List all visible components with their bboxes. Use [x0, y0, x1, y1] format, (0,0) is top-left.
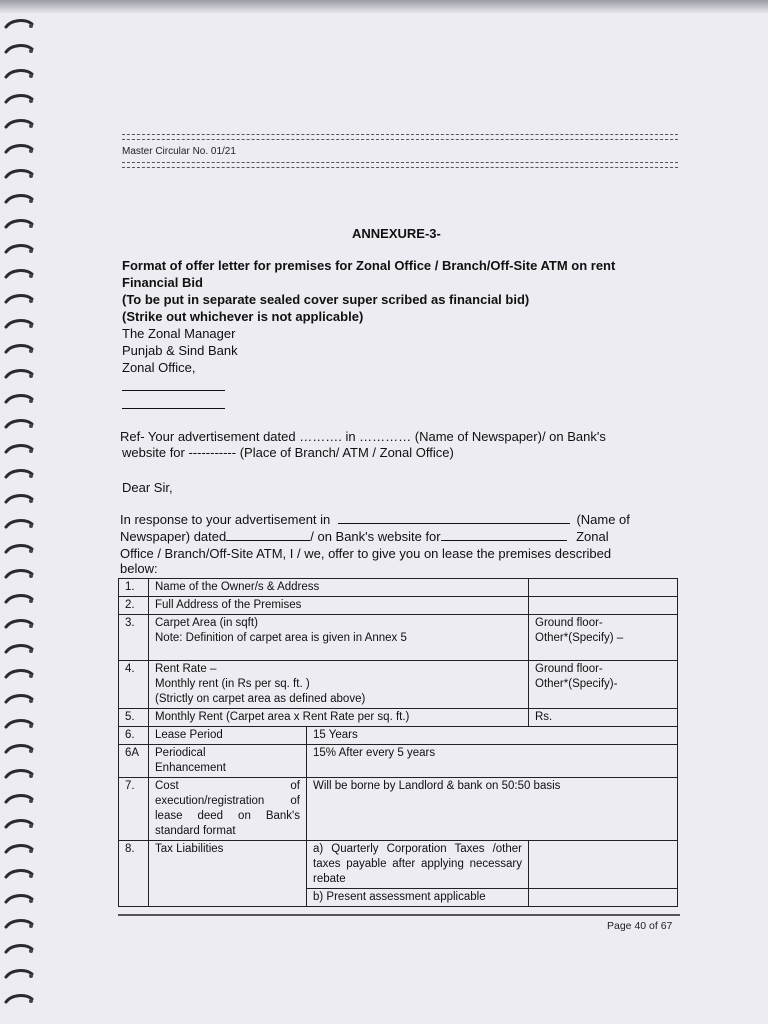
addressee-line-3: Zonal Office,: [122, 360, 196, 375]
spiral-ring: [4, 893, 34, 907]
table-row: [119, 709, 678, 727]
page-top-edge: [0, 0, 768, 14]
other-floor-label: Other*(Specify) –: [535, 632, 624, 644]
spiral-ring: [4, 643, 34, 657]
tax-item-a: a) Quarterly Corporation Taxes /other taxes payable after applying necessary rebate: [307, 841, 529, 889]
row-number: 6.: [119, 727, 149, 745]
spiral-ring: [4, 968, 34, 982]
salutation: Dear Sir,: [122, 480, 173, 495]
row-number: 4.: [119, 661, 149, 709]
row-number: 1.: [119, 579, 149, 597]
spiral-ring: [4, 593, 34, 607]
response-line-1: [120, 512, 630, 527]
row-number: 3.: [119, 615, 149, 661]
reference-line-2: website for ----------- (Place of Branch/ ATM / Zonal Office): [122, 445, 454, 460]
address-blank-line-2: [122, 408, 225, 409]
spiral-binding: [0, 18, 40, 1018]
table-row: [119, 579, 678, 597]
row-value-cell: [529, 597, 678, 615]
spiral-ring: [4, 743, 34, 757]
row-value-cell: [529, 579, 678, 597]
row-value-cell: [529, 661, 678, 709]
spiral-ring: [4, 918, 34, 932]
spiral-ring: [4, 443, 34, 457]
spiral-ring: [4, 343, 34, 357]
premises-offer-table: [118, 578, 678, 907]
table-row: [119, 745, 678, 778]
response-text-1: In response to your advertisement in: [120, 512, 331, 527]
header-rule-bottom: [122, 162, 678, 168]
reference-line-1: Ref- Your advertisement dated ………. in ………… (Name of Newspaper)/ on Bank's: [120, 429, 606, 444]
spiral-ring: [4, 693, 34, 707]
row-value-cell: [529, 889, 678, 907]
row-value-cell: [529, 841, 678, 889]
row-value-cell: 15 Years: [307, 727, 678, 745]
row-value-cell: Rs.: [529, 709, 678, 727]
spiral-ring: [4, 618, 34, 632]
spiral-ring: [4, 768, 34, 782]
header-rule-top: [122, 134, 678, 140]
row-value-cell: 15% After every 5 years: [307, 745, 678, 778]
spiral-ring: [4, 218, 34, 232]
spiral-ring: [4, 143, 34, 157]
spiral-ring: [4, 668, 34, 682]
spiral-ring: [4, 568, 34, 582]
circular-number: Master Circular No. 01/21: [122, 146, 236, 157]
row-value-cell: Will be borne by Landlord & bank on 50:50 basis: [307, 778, 678, 841]
spiral-ring: [4, 268, 34, 282]
page-number: Page 40 of 67: [607, 920, 673, 932]
carpet-note: (Strictly on carpet area as defined above): [155, 693, 366, 705]
spiral-ring: [4, 468, 34, 482]
spiral-ring: [4, 718, 34, 732]
newspaper-blank: [338, 513, 570, 524]
carpet-area-label: Carpet Area (in sqft): [155, 617, 258, 629]
row-number: 7.: [119, 778, 149, 841]
table-row: [119, 661, 678, 709]
row-description: [149, 661, 529, 709]
date-blank: [226, 530, 310, 541]
spiral-ring: [4, 43, 34, 57]
spiral-ring: [4, 418, 34, 432]
table-row: [119, 778, 678, 841]
strike-out-note: (Strike out whichever is not applicable): [122, 309, 364, 324]
spiral-ring: [4, 293, 34, 307]
spiral-ring: [4, 868, 34, 882]
spiral-ring: [4, 318, 34, 332]
spiral-ring: [4, 843, 34, 857]
monthly-rent-label: Monthly rent (in Rs per sq. ft. ): [155, 678, 310, 690]
table-row: [119, 615, 678, 661]
row-number: 5.: [119, 709, 149, 727]
spiral-ring: [4, 543, 34, 557]
footer-rule: [118, 914, 680, 916]
spiral-ring: [4, 518, 34, 532]
row-number: 8.: [119, 841, 149, 907]
row-description: Name of the Owner/s & Address: [149, 579, 529, 597]
addressee-line-1: The Zonal Manager: [122, 326, 236, 341]
response-text-5: Zonal: [576, 529, 609, 544]
spiral-ring: [4, 68, 34, 82]
response-line-4: below:: [120, 561, 158, 576]
spiral-ring: [4, 818, 34, 832]
spiral-ring: [4, 168, 34, 182]
spiral-ring: [4, 243, 34, 257]
spiral-ring: [4, 493, 34, 507]
row-description: [149, 615, 529, 661]
ground-floor-label: Ground floor-: [535, 617, 603, 629]
response-text-2: (Name of: [576, 512, 630, 527]
response-line-2: [120, 529, 609, 544]
spiral-ring: [4, 993, 34, 1007]
row-description: Tax Liabilities: [149, 841, 307, 907]
row-description: Full Address of the Premises: [149, 597, 529, 615]
row-description: Periodical Enhancement: [149, 745, 307, 778]
row-description: Lease Period: [149, 727, 307, 745]
response-line-3: Office / Branch/Off-Site ATM, I / we, offer to give you on lease the premises described: [120, 546, 612, 561]
rent-rate-label: Rent Rate –: [155, 663, 217, 675]
bid-title: Financial Bid: [122, 275, 203, 290]
format-title: Format of offer letter for premises for Zonal Office / Branch/Off-Site ATM on rent: [122, 258, 616, 273]
row-number: 6A: [119, 745, 149, 778]
spiral-ring: [4, 393, 34, 407]
sealed-cover-note: (To be put in separate sealed cover super scribed as financial bid): [122, 292, 530, 307]
website-blank: [441, 530, 567, 541]
spiral-ring: [4, 118, 34, 132]
table-row: [119, 841, 678, 889]
annexure-title: ANNEXURE-3-: [352, 226, 441, 241]
ground-floor-label: Ground floor-: [535, 663, 603, 675]
spiral-ring: [4, 793, 34, 807]
spiral-ring: [4, 193, 34, 207]
tax-item-b: b) Present assessment applicable: [307, 889, 529, 907]
other-floor-label: Other*(Specify)-: [535, 678, 618, 690]
addressee-line-2: Punjab & Sind Bank: [122, 343, 238, 358]
row-value-cell: [529, 615, 678, 661]
spiral-ring: [4, 18, 34, 32]
response-text-3: Newspaper) dated: [120, 529, 227, 544]
spiral-ring: [4, 943, 34, 957]
response-text-4: / on Bank's website for: [310, 529, 441, 544]
row-number: 2.: [119, 597, 149, 615]
table-row: [119, 597, 678, 615]
spiral-ring: [4, 93, 34, 107]
row-description: Monthly Rent (Carpet area x Rent Rate per sq. ft.): [149, 709, 529, 727]
row-description: Cost of execution/registration of lease deed on Bank's standard format: [149, 778, 307, 841]
address-blank-line-1: [122, 390, 225, 391]
spiral-ring: [4, 368, 34, 382]
carpet-area-note: Note: Definition of carpet area is given in Annex 5: [155, 632, 407, 644]
table-row: [119, 727, 678, 745]
